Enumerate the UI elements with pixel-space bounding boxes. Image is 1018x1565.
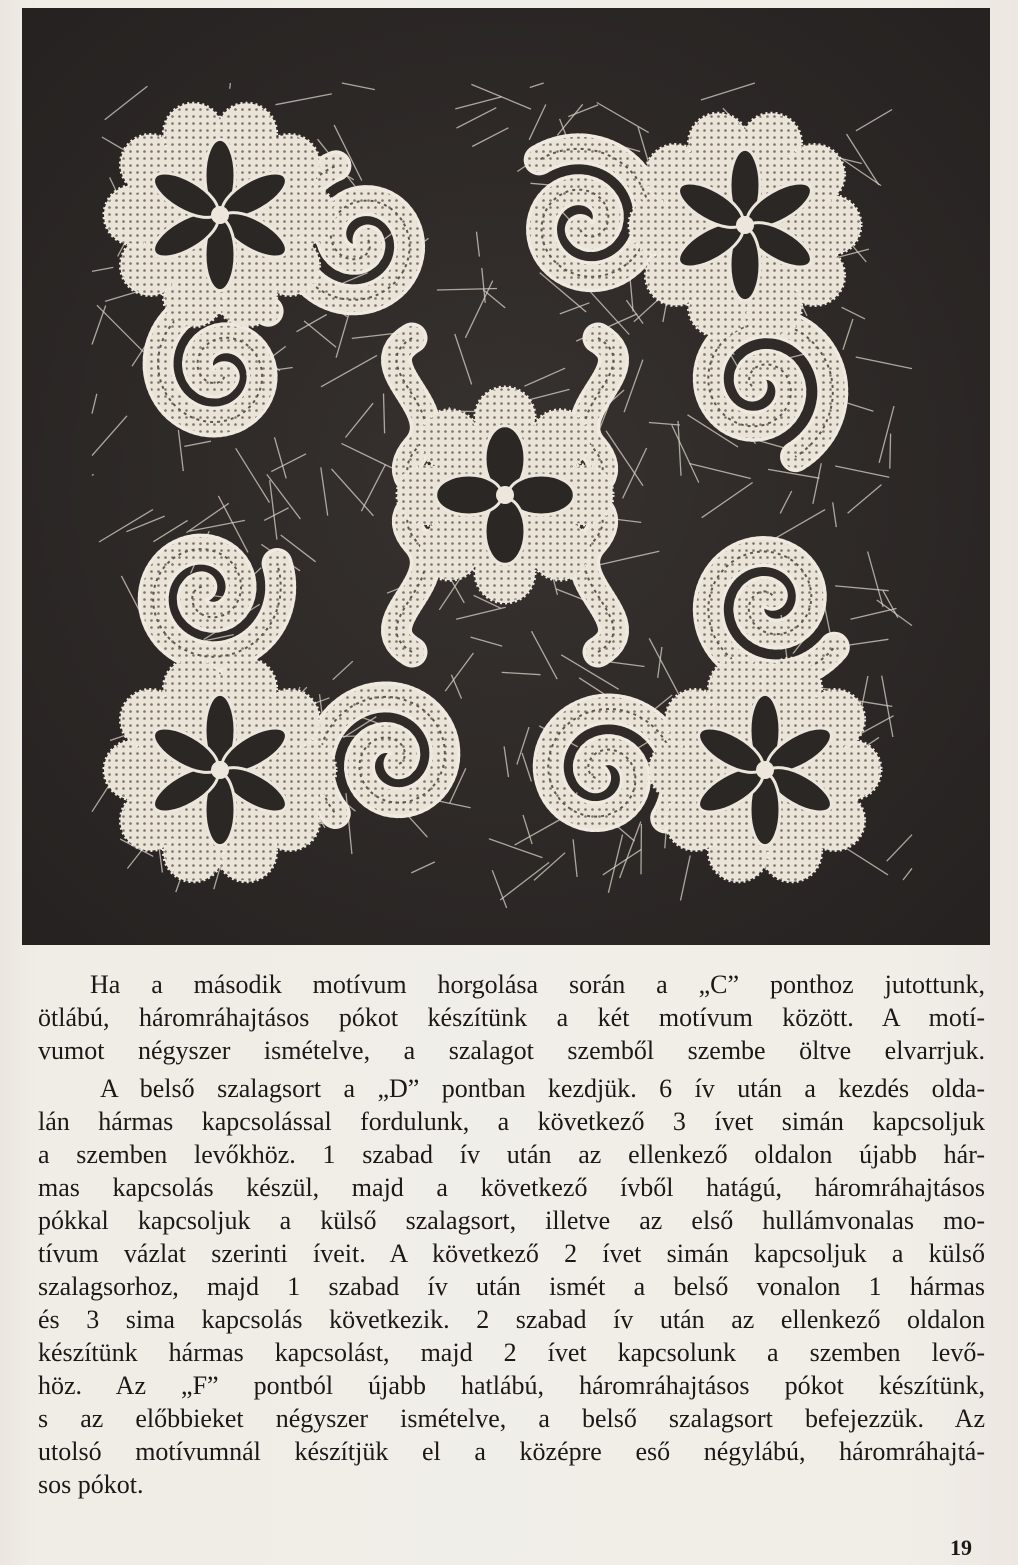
text-line: A belső szalagsort a „D” pontban kezdjük. 6 ív után a kezdés olda- [100, 1074, 985, 1103]
text-line: készítünk hármas kapcsolást, majd 2 ívet kapcsolunk a szemben levő- [38, 1338, 985, 1367]
text-line: utolsó motívumnál készítjük el a középre eső négylábú, háromráhajtá- [38, 1437, 985, 1466]
text-line: és 3 sima kapcsolás következik. 2 szabad ív után az ellenkező oldalon [38, 1305, 985, 1334]
corner-star-motif-center [756, 761, 774, 779]
text-line: ötlábú, háromráhajtásos pókot készítünk a két motívum között. A motí- [38, 1003, 985, 1032]
center-star-motif-center [496, 486, 514, 504]
page-number: 19 [950, 1535, 972, 1560]
text-line: Ha a második motívum horgolása során a „C” ponthoz jutottunk, [90, 970, 985, 999]
text-line: höz. Az „F” pontból újabb hatlábú, háromráhajtásos pókot készítünk, [38, 1371, 985, 1400]
mesh-thread [890, 434, 891, 469]
text-line: mas kapcsolás készül, majd a következő ívből hatágú, háromráhajtásos [38, 1173, 985, 1202]
paragraph-1 [38, 968, 985, 1067]
article-body [38, 968, 985, 1501]
text-line: szalagsorhoz, majd 1 szabad ív után ismét a belső vonalon 1 hármas [38, 1272, 985, 1301]
text-line: lán hármas kapcsolással fordulunk, a következő 3 ívet simán kapcsoljuk [38, 1107, 985, 1136]
text-line: a szemben levőkhöz. 1 szabad ív után az ellenkező oldalon újabb hár- [38, 1140, 985, 1169]
corner-star-motif-center [211, 206, 229, 224]
lace-doily-photo [22, 8, 990, 945]
text-line: vumot négyszer ismételve, a szalagot szemből szembe öltve elvarrjuk. [38, 1036, 985, 1065]
corner-star-motif-center [211, 761, 229, 779]
paragraph-2 [38, 1072, 985, 1501]
center-star-motif-petal [436, 475, 502, 515]
corner-star-motif-center [736, 216, 754, 234]
text-line: sos pókot. [38, 1470, 144, 1499]
mesh-thread [230, 83, 231, 89]
text-line: pókkal kapcsoljuk a külső szalagsort, illetve az első hullámvonalas mo- [38, 1206, 985, 1235]
text-line: s az előbbieket négyszer ismételve, a belső szalagsort befejezzük. Az [38, 1404, 985, 1433]
text-line: tívum vázlat szerinti íveit. A következő 2 ívet simán kapcsoljuk a külső [38, 1239, 985, 1268]
